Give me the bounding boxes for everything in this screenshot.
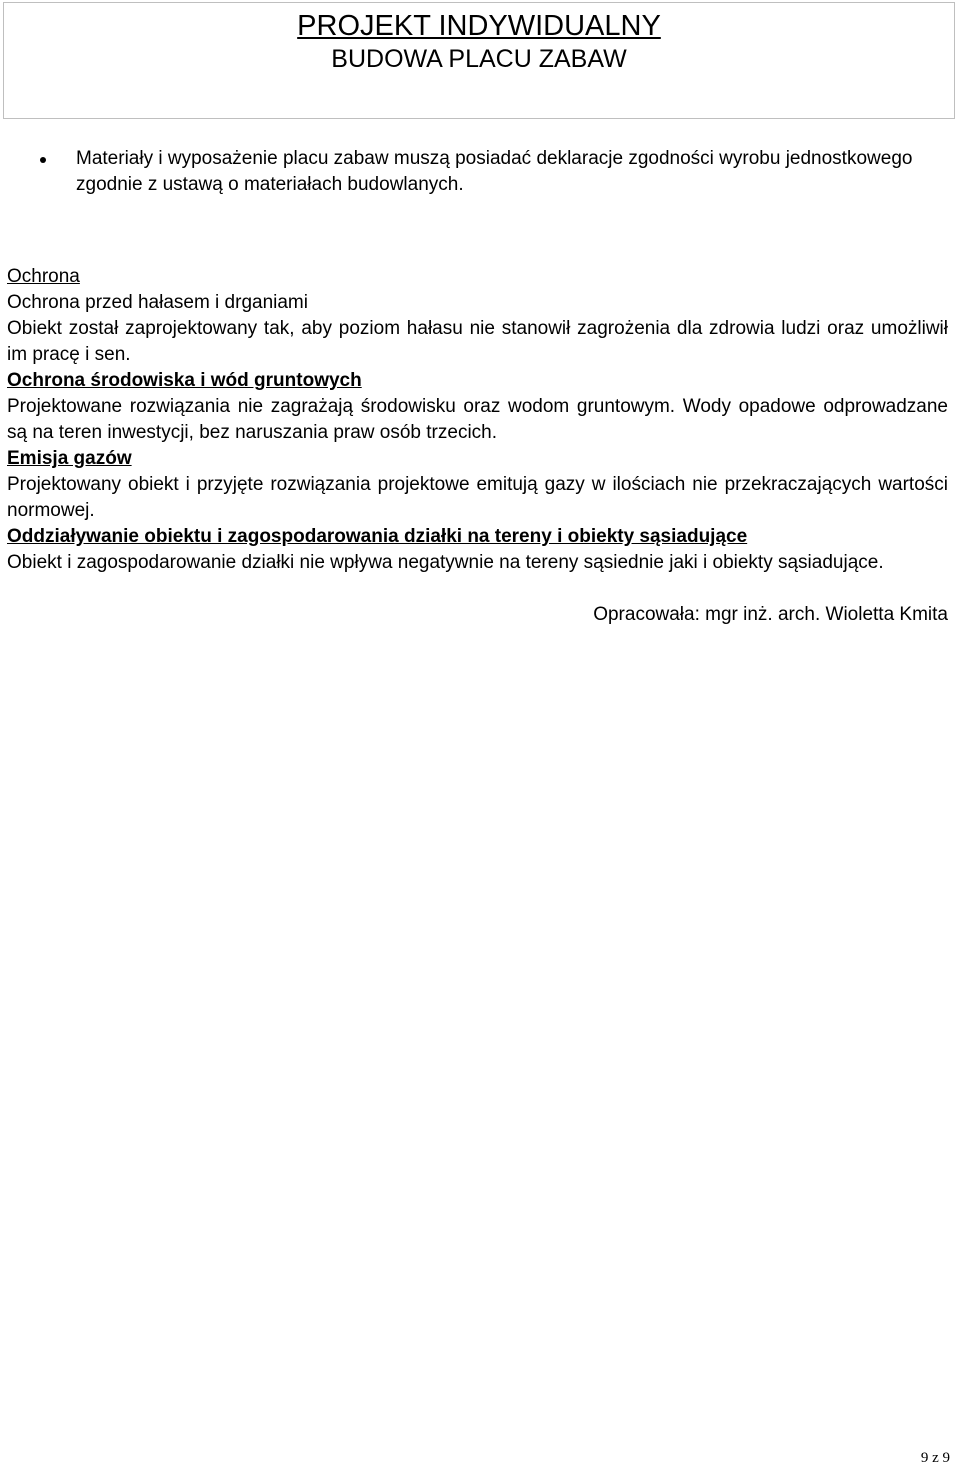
section-line-halas: Ochrona przed hałasem i drganiami [7, 292, 308, 313]
bullet-item [7, 146, 948, 198]
section-text-gazy: Projektowany obiekt i przyjęte rozwiązania projektowe emitują gazy w ilościach nie przekraczających wartości normowej. [7, 474, 948, 521]
document-body [7, 146, 948, 628]
section-text-oddzialywanie: Obiekt i zagospodarowanie działki nie wpływa negatywnie na tereny sąsiednie jaki i obiekty sąsiadujące. [7, 552, 884, 573]
page-number: 9 z 9 [920, 1450, 950, 1466]
section-heading-gazy: Emisja gazów [7, 448, 132, 469]
bullet-dot-icon [40, 157, 46, 163]
signature: Opracowała: mgr inż. arch. Wioletta Kmita [593, 604, 948, 625]
section-heading-ochrona: Ochrona [7, 266, 80, 287]
bullet-text: Materiały i wyposażenie placu zabaw muszą posiadać deklaracje zgodności wyrobu jednostkowego zgodnie z ustawą o materiałach budowlanych. [76, 148, 913, 195]
page-title: PROJEKT INDYWIDUALNY [297, 10, 661, 42]
section-heading-srodowisko: Ochrona środowiska i wód gruntowych [7, 370, 362, 391]
section-heading-oddzialywanie: Oddziaływanie obiektu i zagospodarowania działki na tereny i obiekty sąsiadujące [7, 526, 748, 547]
section-text-srodowisko: Projektowane rozwiązania nie zagrażają środowisku oraz wodom gruntowym. Wody opadowe odprowadzane są na teren inwestycji, bez naruszania praw osób trzecich. [7, 396, 948, 443]
page-subtitle: BUDOWA PLACU ZABAW [331, 45, 627, 73]
section-text-halas: Obiekt został zaprojektowany tak, aby poziom hałasu nie stanowił zagrożenia dla zdrowia ludzi oraz umożliwił im pracę i sen. [7, 318, 948, 365]
header-box [3, 2, 955, 119]
